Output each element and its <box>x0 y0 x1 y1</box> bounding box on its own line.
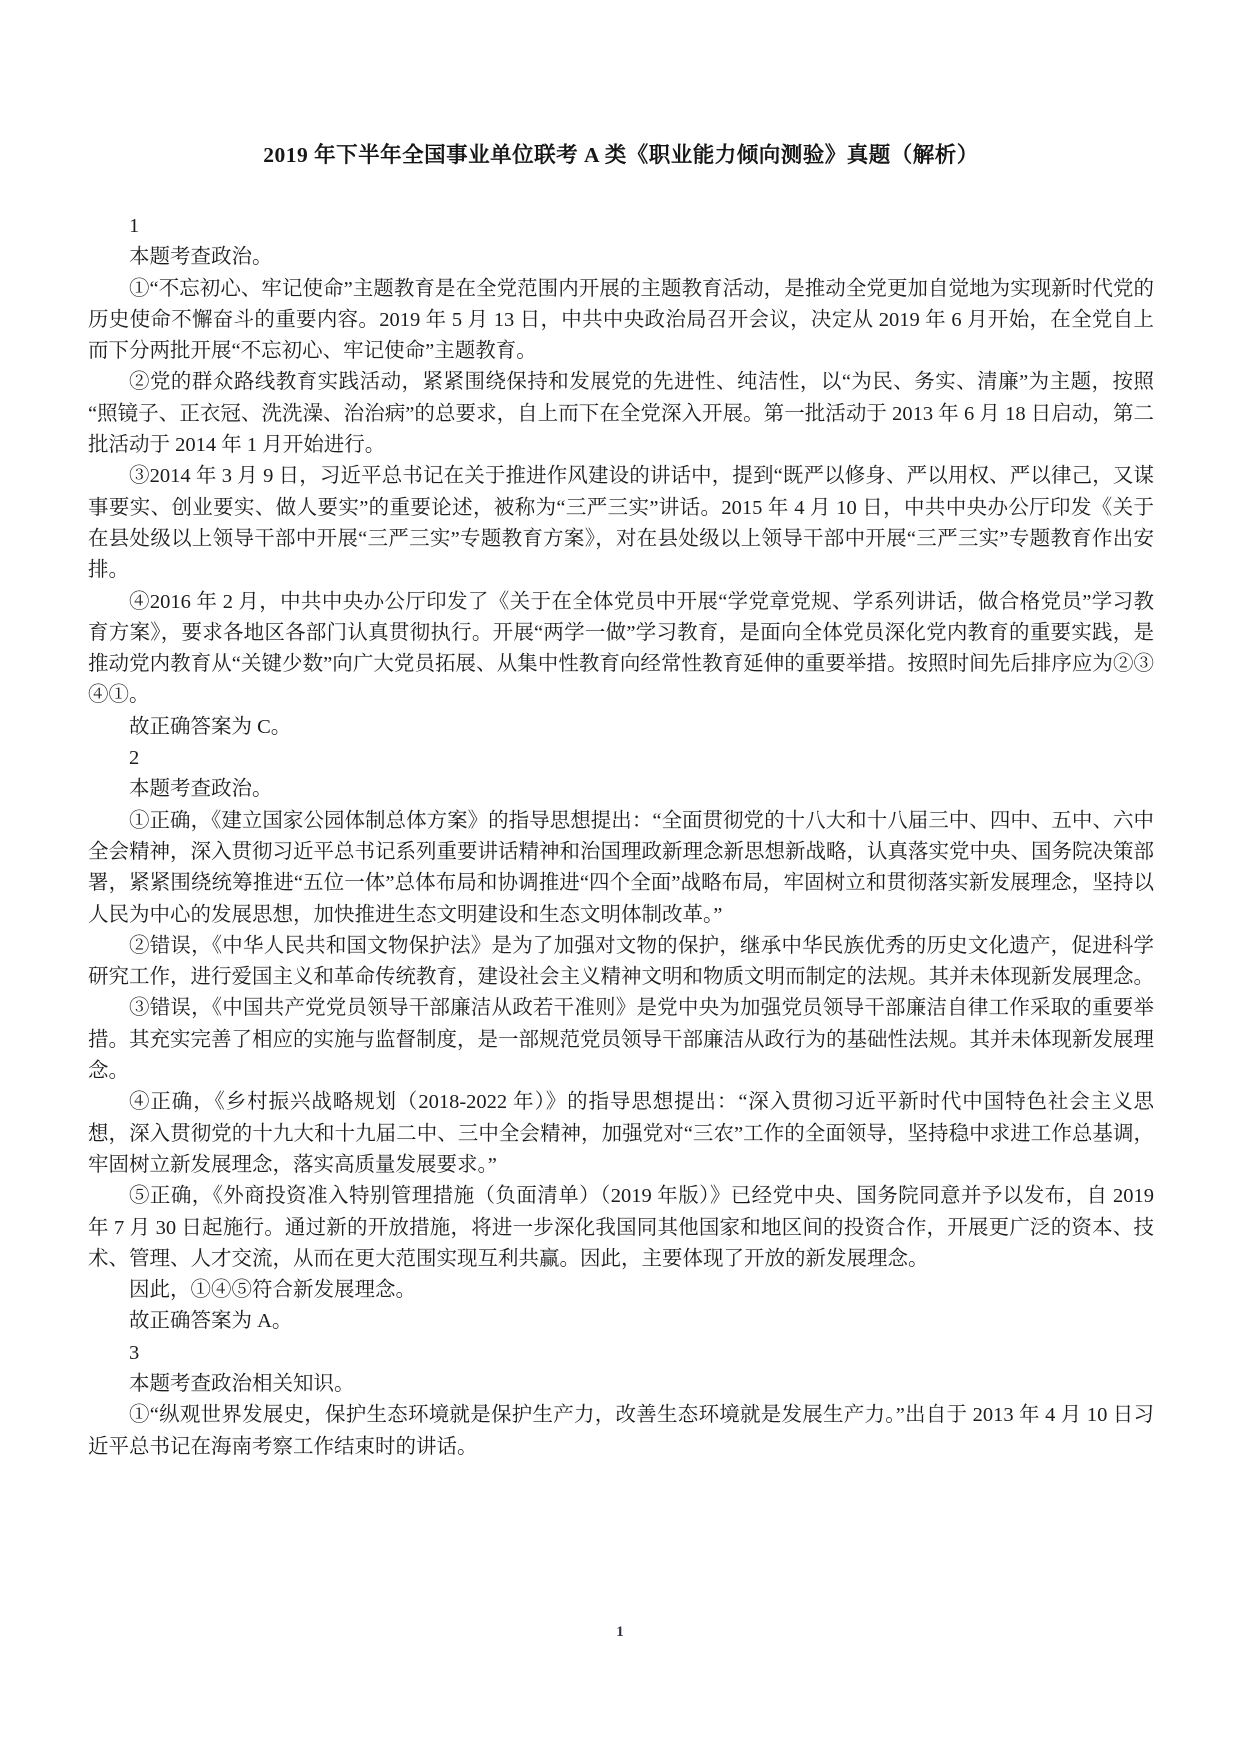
question-1-answer: 故正确答案为 C。 <box>129 715 292 738</box>
document-title: 2019 年下半年全国事业单位联考 A 类《职业能力倾向测验》真题（解析） <box>263 143 979 167</box>
question-2-point-2: ②错误，《中华人民共和国文物保护法》是为了加强对文物的保护，继承中华民族优秀的历史文化遗产，促进科学研究工作，进行爱国主义和革命传统教育，建设社会主义精神文明和物质文明而制定的法规。其并未体现新发展理念。 <box>88 934 1154 989</box>
question-1-intro: 本题考查政治。 <box>129 246 273 269</box>
question-3-number: 3 <box>129 1341 140 1364</box>
question-3-intro: 本题考查政治相关知识。 <box>129 1372 355 1395</box>
question-2-point-3: ③错误，《中国共产党党员领导干部廉洁从政若干准则》是党中央为加强党员领导干部廉洁自律工作采取的重要举措。其充实完善了相应的实施与监督制度，是一部规范党员领导干部廉洁从政行为的基础性法规。其并未体现新发展理念。 <box>88 997 1154 1083</box>
question-2-intro: 本题考查政治。 <box>129 778 273 801</box>
page-number: 1 <box>616 1624 624 1640</box>
question-2-answer: 故正确答案为 A。 <box>129 1310 293 1333</box>
question-1-point-4: ④2016 年 2 月，中共中央办公厅印发了《关于在全体党员中开展“学党章党规、学系列讲话，做合格党员”学习教育方案》，要求各地区各部门认真贯彻执行。开展“两学一做”学习教育，是面向全体党员深化党内教育的重要实践，是推动党内教育从“关键少数”向广大党员拓展、从集中性教育向经常性教育延伸的重要举措。按照时间先后排序应为②③④①。 <box>88 590 1154 707</box>
document-body <box>88 211 1154 1463</box>
question-1-point-3: ③2014 年 3 月 9 日，习近平总书记在关于推进作风建设的讲话中，提到“既严以修身、严以用权、严以律己，又谋事要实、创业要实、做人要实”的重要论述，被称为“三严三实”讲话。2015 年 4 月 10 日，中共中央办公厅印发《关于在县处级以上领导干部中开展“三严三实”专题教育方案》，对在县处级以上领导干部中开展“三严三实”专题教育作出安排。 <box>88 465 1154 582</box>
question-1-point-1: ①“不忘初心、牢记使命”主题教育是在全党范围内开展的主题教育活动，是推动全党更加自觉地为实现新时代党的历史使命不懈奋斗的重要内容。2019 年 5 月 13 日，中共中央政治局召开会议，决定从 2019 年 6 月开始，在全党自上而下分两批开展“不忘初心、牢记使命”主题教育。 <box>88 277 1154 363</box>
question-2-point-5: ⑤正确，《外商投资准入特别管理措施（负面清单）（2019 年版）》已经党中央、国务院同意并予以发布，自 2019 年 7 月 30 日起施行。通过新的开放措施，将进一步深化我国同其他国家和地区间的投资合作，开展更广泛的资本、技术、管理、人才交流，从而在更大范围实现互利共赢。因此，主要体现了开放的新发展理念。 <box>88 1185 1154 1270</box>
question-2-point-1: ①正确，《建立国家公园体制总体方案》的指导思想提出：“全面贯彻党的十八大和十八届三中、四中、五中、六中全会精神，深入贯彻习近平总书记系列重要讲话精神和治国理政新理念新思想新战略，认真落实党中央、国务院决策部署，紧紧围绕统筹推进“五位一体”总体布局和协调推进“四个全面”战略布局，牢固树立和贯彻落实新发展理念，坚持以人民为中心的发展思想，加快推进生态文明建设和生态文明体制改革。” <box>88 809 1154 926</box>
question-1-number: 1 <box>129 215 140 237</box>
question-2-conclusion: 因此，①④⑤符合新发展理念。 <box>129 1279 416 1302</box>
document-content <box>88 142 1154 1463</box>
question-1-point-2: ②党的群众路线教育实践活动，紧紧围绕保持和发展党的先进性、纯洁性，以“为民、务实、清廉”为主题，按照“照镜子、正衣冠、洗洗澡、治治病”的总要求，自上而下在全党深入开展。第一批活动于 2013 年 6 月 18 日启动，第二批活动于 2014 年 1 月开始进行。 <box>88 371 1154 457</box>
question-3-point-1: ①“纵观世界发展史，保护生态环境就是保护生产力，改善生态环境就是发展生产力。”出自于 2013 年 4 月 10 日习近平总书记在海南考察工作结束时的讲话。 <box>88 1404 1154 1458</box>
question-2-number: 2 <box>129 747 140 770</box>
question-2-point-4: ④正确，《乡村振兴战略规划（2018-2022 年）》的指导思想提出：“深入贯彻习近平新时代中国特色社会主义思想，深入贯彻党的十九大和十九届二中、三中全会精神，加强党对“三农”工作的全面领导，坚持稳中求进工作总基调，牢固树立新发展理念，落实高质量发展要求。” <box>88 1091 1154 1176</box>
